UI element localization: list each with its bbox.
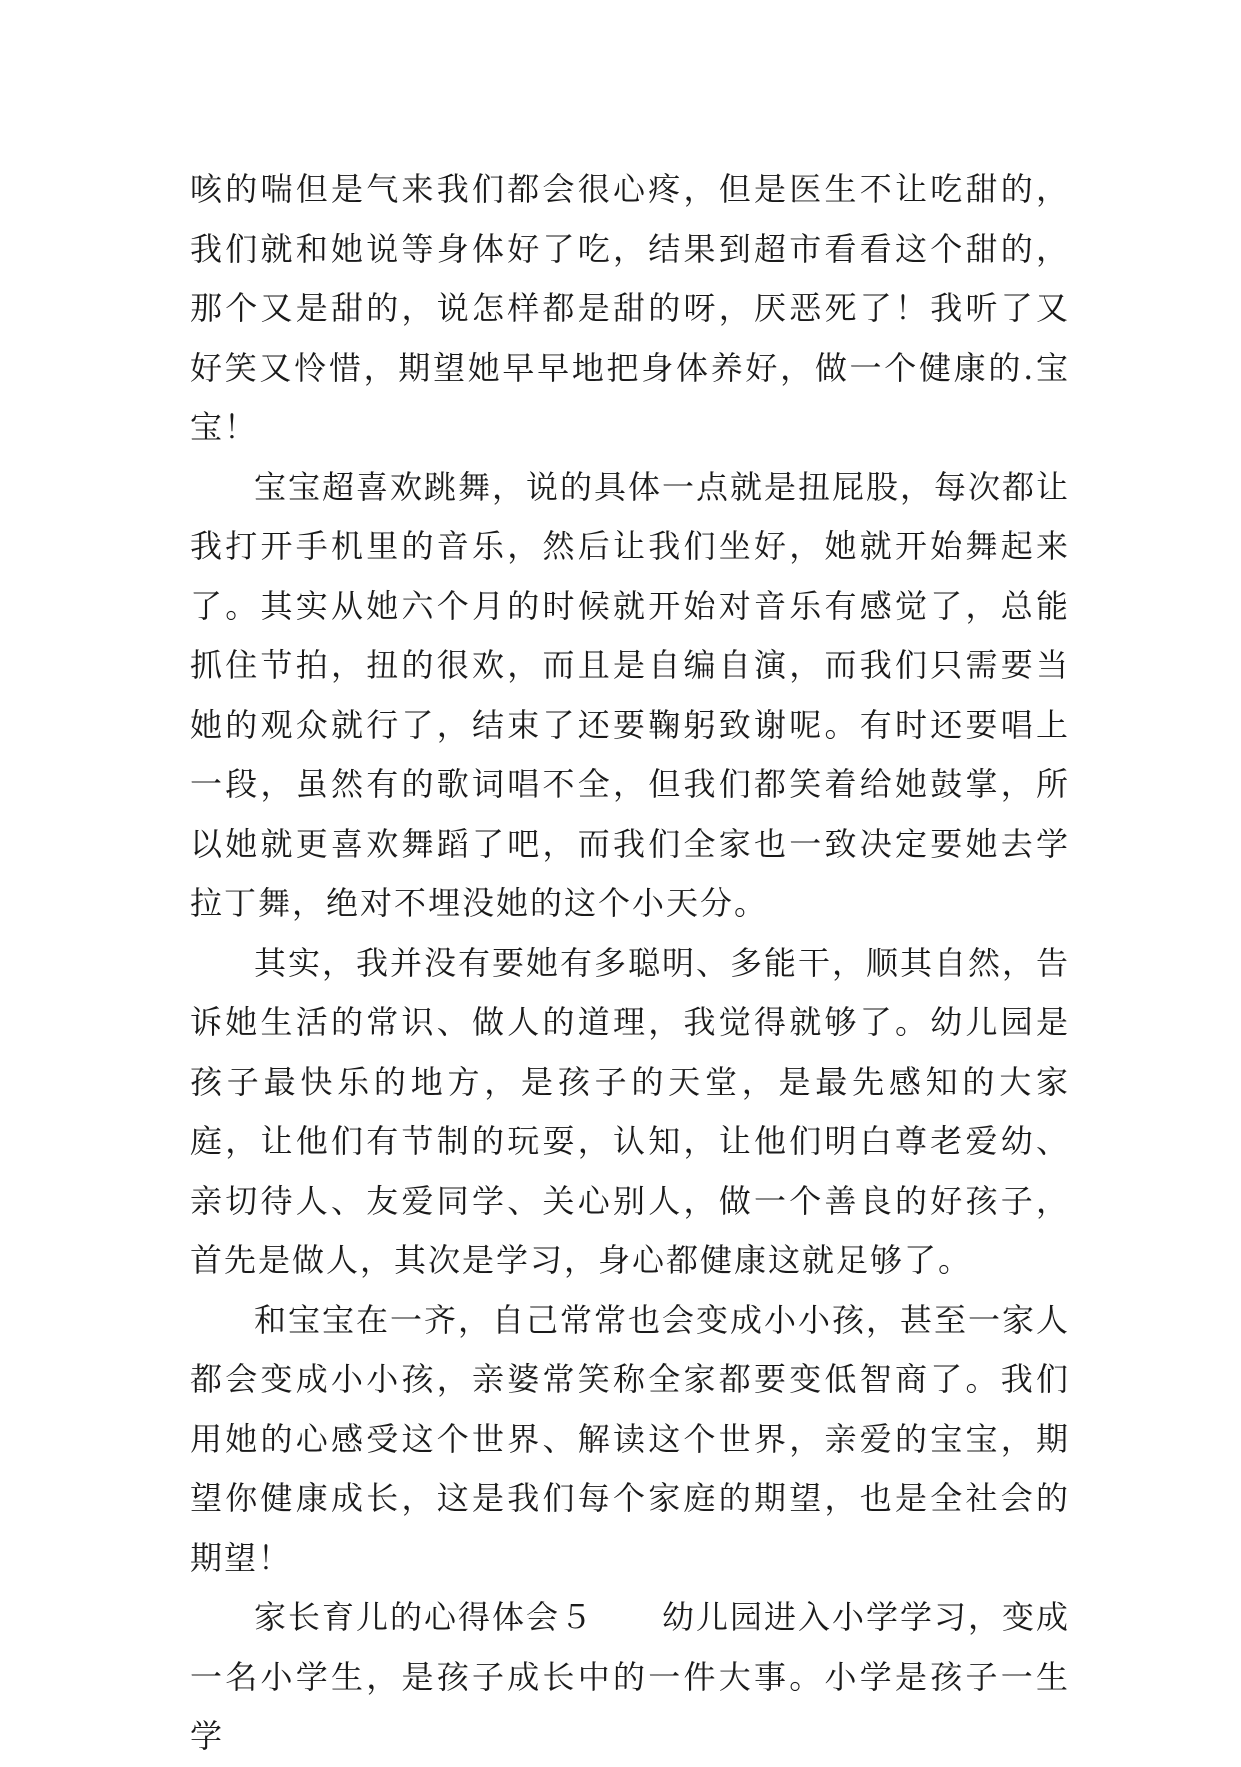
paragraph: 家长育儿的心得体会５ 幼儿园进入小学学习，变成一名小学生，是孩子成长中的一件大事。小学是孩子一生学 [190, 1598, 1071, 1755]
document-body [190, 160, 1070, 1767]
paragraph: 宝宝超喜欢跳舞，说的具体一点就是扭屁股，每次都让我打开手机里的音乐，然后让我们坐好，她就开始舞起来了。其实从她六个月的时候就开始对音乐有感觉了，总能抓住节拍，扭的很欢，而且是自编自演，而我们只需要当她的观众就行了，结束了还要鞠躬致谢呢。有时还要唱上一段，虽然有的歌词唱不全，但我们都笑着给她鼓掌，所以她就更喜欢舞蹈了吧，而我们全家也一致决定要她去学拉丁舞，绝对不埋没她的这个小天分。 [190, 467, 1071, 922]
paragraph: 其实，我并没有要她有多聪明、多能干，顺其自然，告诉她生活的常识、做人的道理，我觉得就够了。幼儿园是孩子最快乐的地方，是孩子的天堂，是最先感知的大家庭，让他们有节制的玩耍，认知，让他们明白尊老爱幼、亲切待人、友爱同学、关心别人，做一个善良的好孩子，首先是做人，其次是学习，身心都健康这就足够了。 [190, 943, 1071, 1279]
paragraph: 咳的喘但是气来我们都会很心疼，但是医生不让吃甜的，我们就和她说等身体好了吃，结果到超市看看这个甜的，那个又是甜的，说怎样都是甜的呀，厌恶死了！我听了又好笑又怜惜，期望她早早地把身体养好，做一个健康的.宝宝！ [190, 170, 1070, 446]
paragraph: 和宝宝在一齐，自己常常也会变成小小孩，甚至一家人都会变成小小孩，亲婆常笑称全家都要变低智商了。我们用她的心感受这个世界、解读这个世界，亲爱的宝宝，期望你健康成长，这是我们每个家庭的期望，也是全社会的期望！ [190, 1300, 1071, 1577]
